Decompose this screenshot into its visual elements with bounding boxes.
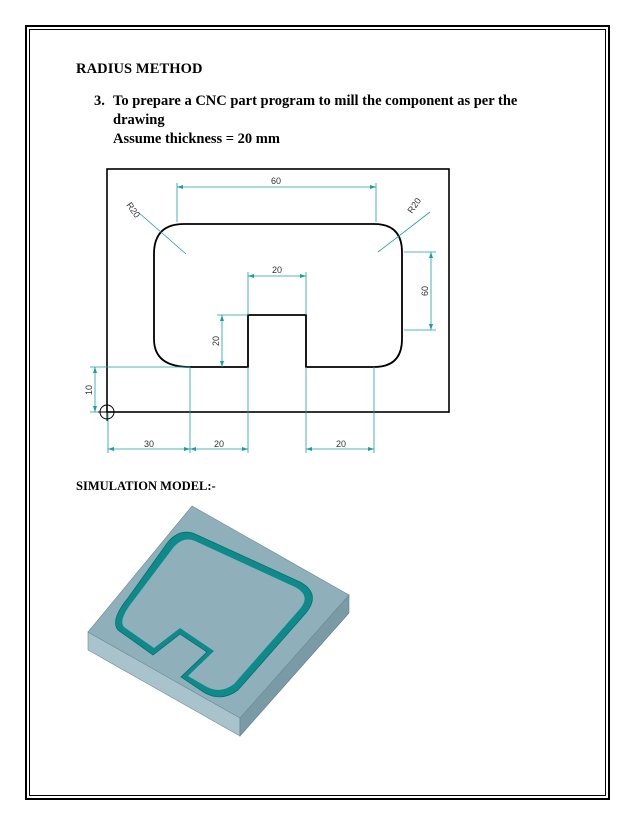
leader-radius-right xyxy=(378,212,430,252)
dim-label-right-height: 60 xyxy=(420,285,430,297)
dim-label-radius-left: R20 xyxy=(124,200,143,220)
task-assumption: Assume thickness = 20 mm xyxy=(113,131,280,147)
leader-radius-left xyxy=(138,212,186,254)
dim-label-bottom-offset: 10 xyxy=(84,384,94,396)
task-text-line1: To prepare a CNC part program to mill the component as per the xyxy=(113,93,518,109)
task-text-line2: drawing xyxy=(113,112,165,128)
dim-label-slot-width: 20 xyxy=(271,265,283,275)
simulation-model xyxy=(88,506,349,736)
dim-label-slot-depth: 20 xyxy=(211,335,221,347)
task-number: 3. xyxy=(94,93,105,109)
pocket-profile xyxy=(154,224,402,367)
dim-label-slot-left: 20 xyxy=(213,439,225,449)
origin-symbol xyxy=(98,403,116,421)
section-heading: RADIUS METHOD xyxy=(76,61,203,77)
dim-label-left-offset: 30 xyxy=(143,439,155,449)
stock-outline xyxy=(107,169,449,412)
dim-label-right-offset: 20 xyxy=(335,439,347,449)
simulation-heading: SIMULATION MODEL:- xyxy=(76,479,216,493)
dim-label-top-width: 60 xyxy=(270,176,282,186)
dim-label-radius-right: R20 xyxy=(405,195,424,216)
